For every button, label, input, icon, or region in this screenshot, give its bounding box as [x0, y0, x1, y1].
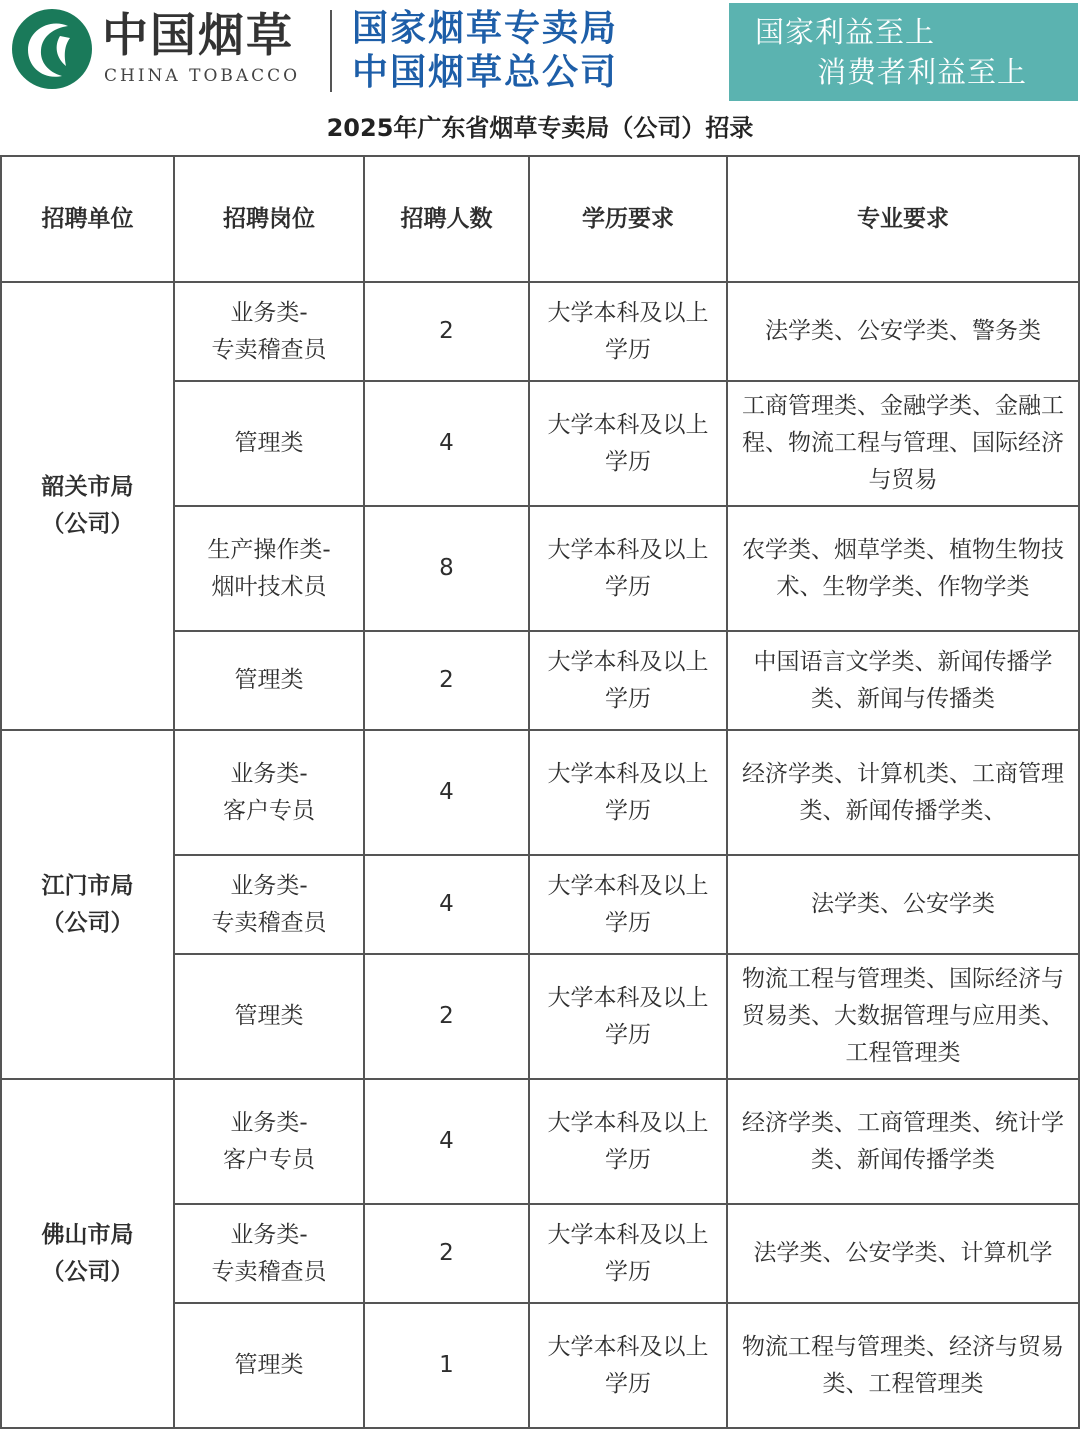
unit-cell	[1, 730, 174, 1079]
education-cell	[529, 1303, 727, 1428]
brand-name-en: CHINA TOBACCO	[104, 66, 301, 86]
major-cell: 法学类、公安学类、警务类	[727, 282, 1079, 381]
table-row	[1, 730, 1079, 855]
education-line-2: 学历	[605, 1021, 651, 1048]
count-cell: 2	[364, 1204, 529, 1303]
bureau-line-1: 国家烟草专卖局	[352, 7, 619, 49]
education-line-2: 学历	[605, 1146, 651, 1173]
education-line-2: 学历	[605, 573, 651, 600]
position-category: 业务类-	[230, 1109, 308, 1136]
education-cell	[529, 855, 727, 954]
position-title: 专卖稽查员	[211, 336, 327, 363]
education-line-1: 大学本科及以上	[547, 411, 709, 438]
education-cell	[529, 954, 727, 1079]
count-cell: 2	[364, 282, 529, 381]
education-line-2: 学历	[605, 336, 651, 363]
position-title: 烟叶技术员	[211, 573, 327, 600]
major-cell: 法学类、公安学类、计算机学	[727, 1204, 1079, 1303]
position-title: 专卖稽查员	[211, 1258, 327, 1285]
position-category: 生产操作类-	[207, 536, 331, 563]
education-cell	[529, 631, 727, 730]
education-line-1: 大学本科及以上	[547, 1333, 709, 1360]
education-line-2: 学历	[605, 685, 651, 712]
position-title: 客户专员	[223, 797, 315, 824]
count-cell: 8	[364, 506, 529, 631]
position-cell: 管理类	[174, 631, 364, 730]
count-cell: 4	[364, 1079, 529, 1204]
document-title: 2025年广东省烟草专卖局（公司）招录	[326, 114, 754, 142]
column-header-unit: 招聘单位	[1, 156, 174, 282]
unit-name: 江门市局	[41, 872, 134, 899]
major-cell: 物流工程与管理类、国际经济与贸易类、大数据管理与应用类、工程管理类	[727, 954, 1079, 1079]
table-row	[1, 1079, 1079, 1204]
column-header-position: 招聘岗位	[174, 156, 364, 282]
unit-suffix: （公司）	[41, 1258, 134, 1285]
position-cell	[174, 855, 364, 954]
education-cell	[529, 1204, 727, 1303]
count-cell: 2	[364, 954, 529, 1079]
position-cell	[174, 1204, 364, 1303]
major-cell: 中国语言文学类、新闻传播学类、新闻与传播类	[727, 631, 1079, 730]
china-tobacco-logo-icon	[10, 6, 94, 92]
education-cell	[529, 506, 727, 631]
position-category: 业务类-	[230, 1221, 308, 1248]
bureau-line-2: 中国烟草总公司	[352, 51, 619, 93]
count-cell: 2	[364, 631, 529, 730]
position-cell: 管理类	[174, 954, 364, 1079]
major-cell: 法学类、公安学类	[727, 855, 1079, 954]
slogan-line-1: 国家利益至上	[755, 15, 936, 49]
column-header-education: 学历要求	[529, 156, 727, 282]
slogan-line-2: 消费者利益至上	[817, 55, 1028, 89]
position-category: 业务类-	[230, 299, 308, 326]
column-header-major: 专业要求	[727, 156, 1079, 282]
education-line-2: 学历	[605, 909, 651, 936]
unit-suffix: （公司）	[41, 511, 134, 537]
education-line-1: 大学本科及以上	[547, 1221, 709, 1248]
slogan-banner	[729, 3, 1078, 101]
unit-name: 韶关市局	[41, 474, 134, 500]
education-cell	[529, 730, 727, 855]
education-cell	[529, 381, 727, 506]
education-line-2: 学历	[605, 1370, 651, 1397]
table-row	[1, 282, 1079, 381]
major-cell: 经济学类、工商管理类、统计学类、新闻传播学类	[727, 1079, 1079, 1204]
unit-cell	[1, 1079, 174, 1428]
education-line-1: 大学本科及以上	[547, 648, 709, 675]
education-line-1: 大学本科及以上	[547, 872, 709, 899]
education-cell	[529, 282, 727, 381]
bureau-name	[352, 6, 618, 94]
recruitment-table	[0, 155, 1080, 1429]
position-category: 业务类-	[230, 760, 308, 787]
position-title: 专卖稽查员	[211, 909, 327, 936]
education-line-1: 大学本科及以上	[547, 299, 709, 326]
education-line-1: 大学本科及以上	[547, 536, 709, 563]
table-header-row	[1, 156, 1079, 282]
position-cell: 管理类	[174, 381, 364, 506]
position-cell: 管理类	[174, 1303, 364, 1428]
count-cell: 4	[364, 381, 529, 506]
major-cell: 农学类、烟草学类、植物生物技术、生物学类、作物学类	[727, 506, 1079, 631]
education-line-1: 大学本科及以上	[547, 984, 709, 1011]
major-cell: 物流工程与管理类、经济与贸易类、工程管理类	[727, 1303, 1079, 1428]
count-cell: 4	[364, 730, 529, 855]
unit-name: 佛山市局	[41, 1221, 134, 1248]
education-line-2: 学历	[605, 448, 651, 475]
position-title: 客户专员	[223, 1146, 315, 1173]
brand-name-cn: 中国烟草	[102, 8, 294, 62]
count-cell: 1	[364, 1303, 529, 1428]
position-cell	[174, 282, 364, 381]
education-line-1: 大学本科及以上	[547, 760, 709, 787]
education-line-2: 学历	[605, 797, 651, 824]
unit-suffix: （公司）	[41, 909, 134, 936]
major-cell: 经济学类、计算机类、工商管理类、新闻传播学类、	[727, 730, 1079, 855]
education-line-1: 大学本科及以上	[547, 1109, 709, 1136]
count-cell: 4	[364, 855, 529, 954]
unit-cell	[1, 282, 174, 730]
position-cell	[174, 1079, 364, 1204]
education-line-2: 学历	[605, 1258, 651, 1285]
education-cell	[529, 1079, 727, 1204]
position-category: 业务类-	[230, 872, 308, 899]
position-cell	[174, 506, 364, 631]
position-cell	[174, 730, 364, 855]
major-cell: 工商管理类、金融学类、金融工程、物流工程与管理、国际经济与贸易	[727, 381, 1079, 506]
column-header-count: 招聘人数	[364, 156, 529, 282]
recruitment-table-wrap	[0, 155, 1078, 1429]
header-divider	[330, 10, 332, 92]
page-header	[0, 0, 1080, 108]
